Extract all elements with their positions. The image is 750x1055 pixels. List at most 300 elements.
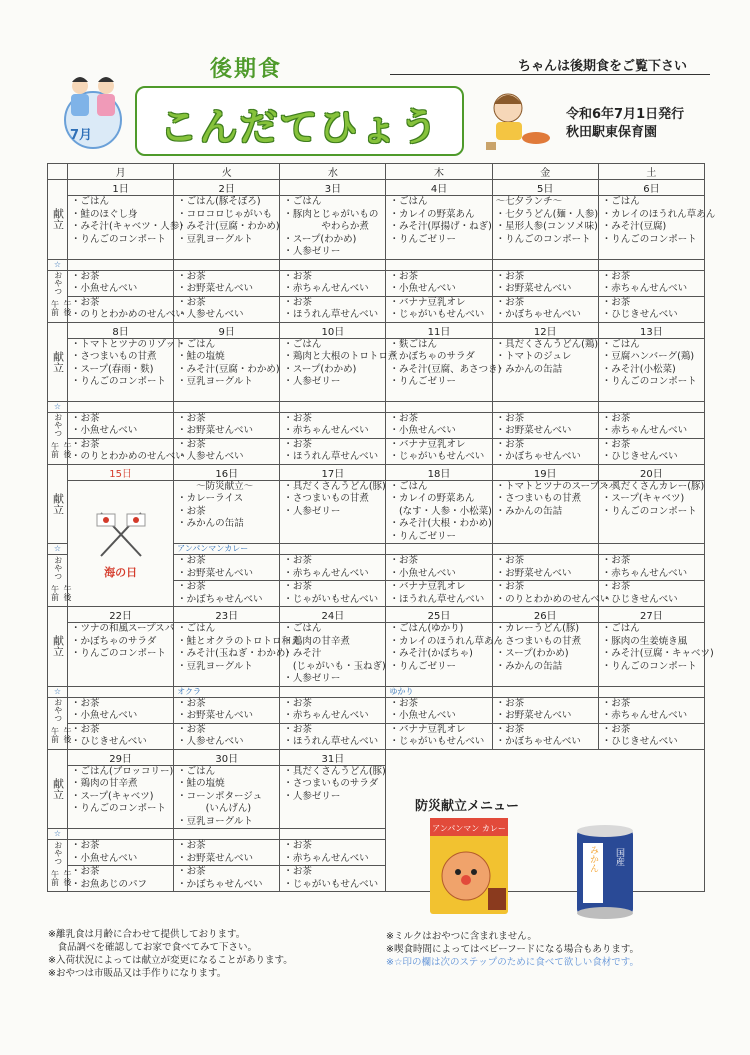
menu-item: ・みかんの缶詰 bbox=[177, 518, 244, 529]
snack-pm-cell bbox=[492, 296, 598, 322]
menu-item: ・お茶 bbox=[495, 723, 525, 735]
meal-cell bbox=[598, 623, 714, 687]
snack-am-cell bbox=[68, 697, 174, 723]
menu-item: ・ごはん(豚そぼろ) bbox=[177, 196, 261, 207]
snack-am-cell bbox=[280, 697, 386, 723]
day-header-row bbox=[48, 164, 705, 180]
menu-item: ～防災献立～ bbox=[177, 480, 254, 492]
publish-date: 令和6年7月1日発行 bbox=[566, 107, 685, 122]
mikan-can-icon bbox=[575, 823, 635, 919]
snack-pm-cell bbox=[68, 866, 174, 892]
snack-label bbox=[48, 555, 72, 607]
menu-item: ・さつまいもの甘煮 bbox=[495, 635, 582, 647]
menu-item: ・お茶 bbox=[71, 697, 100, 709]
star-cell bbox=[68, 686, 174, 697]
menu-item: ・りんごのコンポート bbox=[601, 376, 697, 387]
snack-am-cell bbox=[280, 840, 386, 866]
meal-row bbox=[48, 196, 705, 260]
menu-item: ・お茶 bbox=[71, 866, 100, 877]
menu-item: ・みそ汁(豆腐・わかめ) bbox=[177, 363, 280, 375]
menu-item: ・みかんの缶詰 bbox=[495, 660, 563, 672]
star-cell bbox=[280, 829, 386, 840]
menu-item: ・具だくさんうどん(豚) bbox=[283, 765, 386, 777]
menu-item: ・お茶 bbox=[71, 438, 100, 450]
star-row bbox=[48, 686, 705, 697]
menu-item: ・小魚せんべい bbox=[71, 710, 138, 721]
menu-item: ・お魚あじのパフ bbox=[71, 878, 148, 890]
oyatsu-label: おやつ bbox=[53, 555, 63, 580]
meal-cell bbox=[174, 338, 280, 401]
menu-item: ・赤ちゃんせんべい bbox=[283, 852, 369, 864]
menu-item: ・豆乳ヨーグルト bbox=[177, 815, 253, 827]
snack-pm-cell bbox=[492, 581, 610, 607]
date-cell: 15日 bbox=[68, 464, 174, 480]
meal-row bbox=[48, 480, 705, 544]
snack-am-cell bbox=[174, 555, 280, 581]
product2-sub: 国産 bbox=[614, 848, 624, 866]
menu-item: ・お茶 bbox=[283, 412, 312, 424]
product2-label: みかん bbox=[588, 845, 598, 873]
menu-item: ・鶏肉と大根のトロトロ煮 bbox=[283, 351, 398, 362]
menu-item: ・豆乳ヨーグルト bbox=[177, 233, 253, 245]
menu-item: (いんげん) bbox=[177, 803, 252, 814]
snack-pm-row bbox=[48, 438, 705, 464]
menu-item: ・人参せんべい bbox=[177, 451, 244, 462]
menu-item: ・豚肉の生姜焼き風 bbox=[601, 635, 688, 647]
menu-item: ・さつまいものサラダ bbox=[283, 778, 379, 789]
meal-cell bbox=[386, 338, 502, 401]
menu-item: ・カレイのほうれん草あん bbox=[389, 635, 503, 647]
date-row bbox=[48, 180, 705, 196]
snack-label bbox=[48, 270, 72, 322]
day-header: 金 bbox=[492, 164, 598, 180]
menu-item: ・のりとわかめのせんべい bbox=[71, 309, 185, 320]
snack-am-cell bbox=[280, 270, 386, 296]
menu-item: ・お茶 bbox=[283, 555, 312, 566]
menu-item: ・お茶 bbox=[177, 296, 206, 308]
oyatsu-label: おやつ bbox=[53, 698, 63, 722]
menu-item: ・みかんの缶詰 bbox=[495, 363, 563, 375]
label-blank bbox=[48, 607, 68, 687]
menu-item: ・じゃがいもせんべい bbox=[283, 878, 379, 890]
star-cell bbox=[492, 544, 598, 555]
menu-item: ・鶏肉の甘辛煮 bbox=[283, 635, 350, 647]
day-header: 木 bbox=[386, 164, 492, 180]
date-cell: 12日 bbox=[492, 322, 598, 338]
menu-item: ・赤ちゃんせんべい bbox=[283, 710, 369, 721]
meal-cell bbox=[386, 623, 503, 687]
menu-item: ・ごはん bbox=[177, 765, 216, 777]
meal-cell bbox=[280, 196, 386, 260]
snack-pm-cell bbox=[598, 296, 704, 322]
menu-item: ・カレイの野菜あん bbox=[389, 208, 475, 220]
snack-pm-cell bbox=[386, 723, 492, 749]
menu-item: ・お茶 bbox=[495, 555, 525, 566]
menu-item: ・りんごのコンポート bbox=[495, 233, 591, 245]
menu-item: ・じゃがいもせんべい bbox=[389, 736, 485, 747]
meal-cell bbox=[174, 480, 280, 544]
date-cell: 29日 bbox=[68, 749, 174, 765]
menu-item: ・人参せんべい bbox=[177, 736, 244, 747]
menu-item: ・お茶 bbox=[71, 412, 100, 424]
menu-item: ・スープ(わかめ) bbox=[283, 233, 357, 245]
star-cell: ゆかり bbox=[386, 686, 492, 697]
menu-item: ・鮭の塩焼 bbox=[177, 351, 225, 362]
menu-item: ・お茶 bbox=[283, 840, 312, 851]
disaster-menu-title: 防災献立メニュー bbox=[415, 799, 520, 814]
menu-item: ・小魚せんべい bbox=[389, 283, 456, 294]
date-cell: 13日 bbox=[598, 322, 704, 338]
menu-item: ・お野菜せんべい bbox=[177, 710, 253, 721]
star-label: ☆ bbox=[48, 401, 68, 412]
menu-item: ・りんごのコンポート bbox=[71, 803, 167, 814]
menu-item: ・麩ごはん bbox=[389, 338, 437, 350]
snack-pm-cell bbox=[174, 723, 280, 749]
footer-note: 食品調べを確認してお家で食べてみて下さい。 bbox=[48, 942, 258, 953]
menu-item: ・お茶 bbox=[283, 697, 312, 709]
menu-item: ・ごはん bbox=[601, 623, 640, 634]
snack-pm-cell bbox=[68, 296, 185, 322]
menu-item: ・カレイの野菜あん bbox=[389, 493, 475, 504]
am-label: 午前 bbox=[50, 869, 60, 886]
menu-item: ・バナナ豆乳オレ bbox=[389, 438, 466, 450]
menu-item: ・ほうれん草せんべい bbox=[283, 309, 379, 320]
star-cell bbox=[280, 686, 386, 697]
notice-underline bbox=[390, 74, 710, 75]
menu-item: ・さつまいもの甘煮 bbox=[283, 493, 369, 504]
menu-item: ・人参せんべい bbox=[177, 309, 244, 320]
menu-item: ・ひじきせんべい bbox=[601, 736, 678, 747]
date-cell: 19日 bbox=[492, 464, 598, 480]
menu-item: ・お茶 bbox=[177, 438, 206, 450]
menu-item: ・ごはん bbox=[283, 338, 322, 350]
notice-text: ちゃんは後期食をご覧下さい bbox=[518, 59, 688, 74]
snack-am-cell bbox=[492, 412, 598, 438]
menu-item: ・じゃがいもせんべい bbox=[283, 593, 379, 605]
menu-item: ・じゃがいもせんべい bbox=[389, 451, 485, 462]
menu-item: ・人参ゼリー bbox=[283, 376, 341, 387]
menu-item: ・小魚せんべい bbox=[71, 425, 138, 436]
kondate-label: 献立 bbox=[51, 635, 65, 658]
menu-item: ・りんごゼリー bbox=[389, 660, 456, 672]
menu-item: ・みそ汁 bbox=[283, 648, 322, 659]
menu-item: ・みそ汁(豆腐・キャベツ) bbox=[601, 648, 714, 659]
footer-note: ※喫食時間によってはベビーフードになる場合もあります。 bbox=[386, 944, 640, 955]
menu-item: ・赤ちゃんせんべい bbox=[283, 567, 369, 579]
star-cell bbox=[174, 829, 280, 840]
snack-label bbox=[48, 697, 72, 749]
snack-am-cell bbox=[280, 555, 386, 581]
menu-item: ・お茶 bbox=[601, 296, 631, 308]
star-cell bbox=[386, 259, 492, 270]
snack-pm-row bbox=[48, 296, 705, 322]
snack-pm-cell bbox=[280, 438, 386, 464]
star-cell bbox=[598, 259, 704, 270]
menu-item: ・りんごのコンポート bbox=[601, 660, 697, 672]
star-cell: アンパンマンカレー bbox=[174, 544, 280, 555]
menu-item: ・さつまいもの甘煮 bbox=[495, 493, 582, 504]
snack-pm-row bbox=[48, 723, 705, 749]
date-row bbox=[48, 607, 705, 623]
star-row bbox=[48, 259, 705, 270]
menu-item: ・お茶 bbox=[283, 296, 312, 308]
day-header: 月 bbox=[68, 164, 174, 180]
menu-item: ・赤ちゃんせんべい bbox=[601, 567, 688, 579]
pm-label: 午後 bbox=[63, 869, 72, 886]
menu-item: ・ごはん(ゆかり) bbox=[389, 623, 464, 634]
menu-item: ・お茶 bbox=[177, 866, 206, 877]
star-row bbox=[48, 401, 705, 412]
snack-pm-cell bbox=[386, 296, 492, 322]
star-cell bbox=[68, 259, 174, 270]
menu-item: ・バナナ豆乳オレ bbox=[389, 723, 466, 735]
date-cell: 18日 bbox=[386, 464, 492, 480]
label-blank bbox=[48, 464, 68, 544]
label-blank bbox=[48, 322, 68, 401]
menu-item: ・人参ゼリー bbox=[283, 790, 341, 802]
menu-item: ・鶏肉の甘辛煮 bbox=[71, 778, 138, 789]
menu-item: ・人参ゼリー bbox=[283, 673, 341, 684]
menu-item: ・赤ちゃんせんべい bbox=[283, 425, 369, 436]
menu-item: ・お茶 bbox=[495, 697, 525, 709]
menu-item: ・トマトとツナのリゾット bbox=[71, 338, 185, 350]
snack-pm-cell bbox=[386, 438, 492, 464]
footer-notes-left bbox=[48, 928, 293, 980]
star-cell bbox=[492, 401, 598, 412]
menu-item: ・お茶 bbox=[495, 412, 525, 424]
pm-label: 午後 bbox=[63, 727, 72, 743]
footer-note: ※離乳食は月齢に合わせて提供しております。 bbox=[48, 929, 246, 940]
title-box bbox=[135, 86, 464, 156]
menu-item: ・ひじきせんべい bbox=[71, 736, 147, 747]
menu-item: ・スープ(キャベツ) bbox=[71, 790, 154, 802]
menu-item: ・みそ汁(キャベツ・人参) bbox=[71, 221, 183, 232]
menu-item: ・かぼちゃのサラダ bbox=[389, 351, 475, 362]
menu-item: ・りんごのコンポート bbox=[71, 233, 167, 245]
meal-cell bbox=[280, 480, 386, 544]
menu-item: ・赤ちゃんせんべい bbox=[601, 710, 688, 721]
oyatsu-label: おやつ bbox=[53, 413, 63, 437]
menu-item: ・スープ(春雨・麩) bbox=[71, 363, 154, 375]
menu-item: ・お茶 bbox=[283, 866, 312, 877]
snack-pm-cell bbox=[492, 438, 598, 464]
menu-item: ・ひじきせんべい bbox=[601, 309, 678, 320]
menu-item: ・じゃがいもせんべい bbox=[389, 309, 485, 320]
menu-item: ・星形人参(コンソメ味) bbox=[495, 221, 598, 232]
menu-item: ・みそ汁(かぼちゃ) bbox=[389, 648, 473, 659]
menu-item: ・お茶 bbox=[389, 697, 418, 709]
date-cell: 31日 bbox=[280, 749, 386, 765]
menu-item: ・鮭の塩焼 bbox=[177, 778, 225, 789]
oyatsu-label: おやつ bbox=[53, 271, 63, 295]
menu-item: ・具だくさんカレー(豚) bbox=[601, 480, 705, 492]
meal-row bbox=[48, 338, 705, 401]
menu-item: ・かぼちゃせんべい bbox=[495, 736, 581, 747]
menu-item: ・ごはん bbox=[177, 338, 216, 350]
menu-item: ・小魚せんべい bbox=[389, 425, 456, 436]
snack-am-cell bbox=[280, 412, 386, 438]
date-cell: 26日 bbox=[492, 607, 598, 623]
menu-item: ・みそ汁(大根・わかめ) bbox=[389, 518, 492, 529]
snack-pm-cell bbox=[492, 723, 598, 749]
meal-cell bbox=[598, 480, 704, 544]
meal-cell bbox=[598, 338, 704, 401]
menu-item: ・ひじきせんべい bbox=[601, 593, 678, 605]
snack-am-cell bbox=[598, 270, 704, 296]
menu-item: ・ほうれん草せんべい bbox=[283, 451, 379, 462]
menu-item: ・お茶 bbox=[601, 412, 631, 424]
date-cell: 20日 bbox=[598, 464, 704, 480]
menu-item: ・お茶 bbox=[601, 697, 631, 709]
meal-cell bbox=[280, 623, 386, 687]
pm-label: 午後 bbox=[63, 300, 72, 316]
menu-item: ・スープ(キャベツ) bbox=[601, 493, 685, 504]
meal-cell bbox=[68, 196, 183, 260]
menu-item: ・豆腐ハンバーグ(鶏) bbox=[601, 351, 695, 362]
meal-cell bbox=[68, 765, 174, 829]
star-cell: オクラ bbox=[174, 686, 280, 697]
date-row bbox=[48, 322, 705, 338]
snack-am-row bbox=[48, 270, 705, 296]
snack-am-row bbox=[48, 697, 705, 723]
snack-pm-cell bbox=[280, 296, 386, 322]
snack-pm-cell bbox=[280, 581, 386, 607]
date-cell: 22日 bbox=[68, 607, 174, 623]
menu-item: ・かぼちゃせんべい bbox=[495, 309, 581, 320]
date-cell: 3日 bbox=[280, 180, 386, 196]
am-label: 午前 bbox=[50, 584, 60, 601]
menu-item: ・豚肉とじゃがいもの bbox=[283, 208, 379, 220]
date-cell: 25日 bbox=[386, 607, 492, 623]
menu-item: ・バナナ豆乳オレ bbox=[389, 581, 466, 592]
menu-item: ・お茶 bbox=[601, 555, 631, 566]
hina-doll-icon bbox=[58, 68, 128, 152]
snack-pm-cell bbox=[68, 723, 174, 749]
snack-am-cell bbox=[68, 412, 174, 438]
label-blank bbox=[48, 180, 68, 260]
menu-item: ・小魚せんべい bbox=[389, 710, 456, 721]
menu-item: ・みそ汁(豆腐・わかめ) bbox=[177, 221, 280, 232]
snack-pm-cell bbox=[280, 866, 386, 892]
menu-item: ・お茶 bbox=[495, 270, 525, 282]
date-cell: 9日 bbox=[174, 322, 280, 338]
snack-am-cell bbox=[598, 555, 704, 581]
meal-cell bbox=[280, 338, 398, 401]
snack-pm-cell bbox=[386, 581, 492, 607]
menu-item: ・お茶 bbox=[177, 412, 206, 424]
pm-label: 午後 bbox=[63, 584, 72, 601]
menu-item: ・お茶 bbox=[283, 270, 312, 282]
star-label: ☆ bbox=[48, 544, 68, 555]
day-header: 水 bbox=[280, 164, 386, 180]
date-cell: 6日 bbox=[598, 180, 704, 196]
menu-item: ・豆乳ヨーグルト bbox=[177, 376, 253, 387]
menu-item: ・お野菜せんべい bbox=[495, 425, 572, 436]
snack-am-cell bbox=[174, 840, 280, 866]
menu-item: ・赤ちゃんせんべい bbox=[601, 283, 688, 294]
menu-item: ・お茶 bbox=[177, 723, 206, 735]
menu-item: ・ごはん bbox=[283, 196, 322, 207]
menu-item: ・ほうれん草せんべい bbox=[389, 593, 485, 605]
star-cell bbox=[598, 401, 704, 412]
snack-am-cell bbox=[492, 555, 598, 581]
menu-item: ・ごはん bbox=[177, 623, 216, 634]
org-name: 秋田駅東保育園 bbox=[566, 125, 658, 140]
snack-am-cell bbox=[386, 555, 492, 581]
menu-item: ・鮭のほぐし身 bbox=[71, 208, 138, 220]
snack-am-cell bbox=[174, 697, 280, 723]
month-badge: 7月 bbox=[70, 128, 93, 143]
date-cell: 2日 bbox=[174, 180, 280, 196]
menu-item: ・コロコロじゃがいも bbox=[177, 208, 273, 220]
menu-item: ・お茶 bbox=[389, 412, 418, 424]
meal-cell bbox=[492, 196, 598, 260]
menu-item: ・お茶 bbox=[177, 505, 206, 517]
menu-item: ・りんごのコンポート bbox=[601, 505, 697, 517]
menu-item: ・カレーうどん(豚) bbox=[495, 623, 580, 634]
snack-pm-cell bbox=[174, 866, 280, 892]
meal-cell bbox=[386, 480, 492, 544]
menu-item: ・小魚せんべい bbox=[71, 283, 138, 294]
date-cell: 1日 bbox=[68, 180, 174, 196]
star-label: ☆ bbox=[48, 259, 68, 270]
menu-item: ・ごはん bbox=[601, 338, 640, 350]
menu-item: ・七夕うどん(麺・人参) bbox=[495, 208, 599, 220]
menu-item: ・トマトのジュレ bbox=[495, 351, 572, 362]
snack-pm-cell bbox=[598, 581, 704, 607]
kondate-label: 献立 bbox=[51, 492, 65, 515]
menu-item: ・小魚せんべい bbox=[71, 852, 138, 864]
menu-item: ・ごはん bbox=[389, 196, 428, 207]
menu-item: ・りんごゼリー bbox=[389, 233, 456, 245]
menu-item: ・具だくさんうどん(鶏) bbox=[495, 338, 599, 350]
date-cell: 17日 bbox=[280, 464, 386, 480]
snack-am-cell bbox=[492, 697, 598, 723]
star-cell bbox=[174, 401, 280, 412]
menu-item: ・ツナの和風スープスパ bbox=[71, 623, 175, 634]
snack-label bbox=[48, 412, 72, 464]
star-cell bbox=[386, 401, 492, 412]
star-cell bbox=[174, 259, 280, 270]
menu-item: ・お茶 bbox=[495, 581, 525, 592]
menu-item: ・かぼちゃせんべい bbox=[495, 451, 581, 462]
menu-item: ・お茶 bbox=[601, 438, 631, 450]
menu-item: ・みそ汁(小松菜) bbox=[601, 363, 676, 375]
day-header: 火 bbox=[174, 164, 280, 180]
star-cell bbox=[280, 544, 386, 555]
menu-item: ・りんごのコンポート bbox=[71, 648, 167, 659]
menu-item: ・お野菜せんべい bbox=[177, 852, 253, 864]
pm-label: 午後 bbox=[63, 442, 72, 458]
date-cell: 16日 bbox=[174, 464, 280, 480]
menu-item: ・赤ちゃんせんべい bbox=[283, 283, 369, 294]
star-label: ☆ bbox=[48, 686, 68, 697]
menu-item: ・お野菜せんべい bbox=[495, 710, 572, 721]
star-cell bbox=[492, 686, 598, 697]
menu-item: ・お茶 bbox=[177, 840, 206, 851]
date-cell: 24日 bbox=[280, 607, 386, 623]
snack-pm-cell bbox=[598, 438, 704, 464]
menu-item: ・人参ゼリー bbox=[283, 246, 341, 257]
meal-row bbox=[48, 623, 705, 687]
star-cell bbox=[492, 259, 598, 270]
menu-item: ・お野菜せんべい bbox=[495, 283, 572, 294]
snack-am-cell bbox=[386, 697, 492, 723]
star-cell bbox=[280, 259, 386, 270]
menu-item: ・かぼちゃせんべい bbox=[177, 593, 263, 605]
meal-cell bbox=[492, 623, 598, 687]
menu-item: ・お野菜せんべい bbox=[177, 567, 253, 579]
